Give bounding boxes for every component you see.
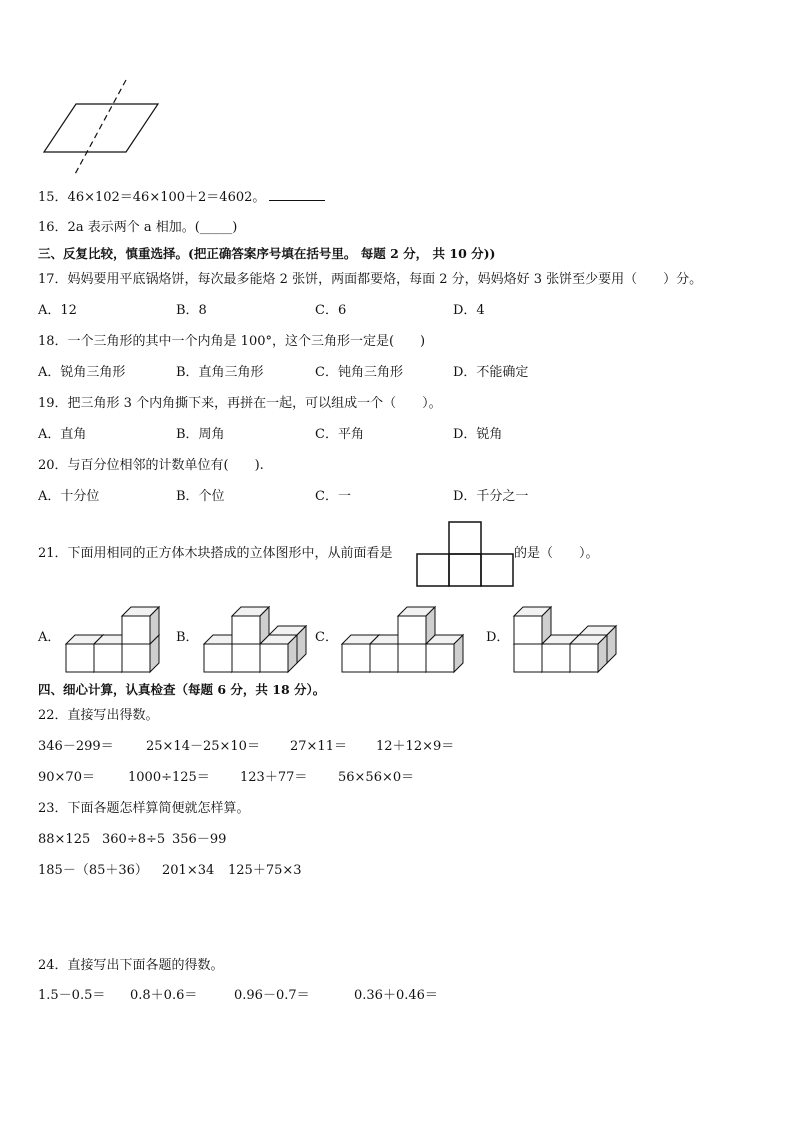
- q24-expr-4: 0.36＋0.46＝: [354, 988, 438, 1003]
- cube-block: [260, 635, 297, 672]
- q21-option-a-label[interactable]: A．: [38, 630, 61, 645]
- q24-expr-2: 0.8＋0.6＝: [130, 988, 198, 1003]
- question-15: [38, 188, 325, 207]
- parallelogram-figure: [40, 78, 165, 178]
- question-20: 20．与百分位相邻的计数单位有( ).: [38, 458, 264, 473]
- q19-option-d[interactable]: D．锐角: [453, 427, 503, 442]
- cube-block: [570, 635, 607, 672]
- question-16: 16．2a 表示两个 a 相加。(_____): [38, 220, 238, 235]
- front-view-figure: [416, 520, 516, 588]
- q19-option-b[interactable]: B．周角: [176, 427, 225, 442]
- q24-expr-1: 1.5－0.5＝: [38, 988, 106, 1003]
- answer-blank[interactable]: [269, 188, 325, 201]
- question-23: 23．下面各题怎样算简便就怎样算。: [38, 801, 250, 816]
- q21-option-a-figure[interactable]: [62, 596, 172, 676]
- cube-block: [398, 607, 435, 644]
- question-19: 19．把三角形 3 个内角撕下来，再拼在一起，可以组成一个（ ）。: [38, 396, 442, 411]
- section-3-heading: 三、反复比较，慎重选择。(把正确答案序号填在括号里。 每题 2 分， 共 10 分)): [38, 246, 496, 261]
- question-22: 22．直接写出得数。: [38, 708, 159, 723]
- q23-expr-6: 125＋75×3: [228, 863, 302, 878]
- q22-expr-6: 1000÷125＝: [128, 770, 210, 785]
- q19-option-c[interactable]: C．平角: [315, 427, 364, 442]
- q21-option-d-label[interactable]: D．: [486, 630, 510, 645]
- q20-option-b[interactable]: B．个位: [176, 489, 225, 504]
- q23-expr-2: 360÷8÷5: [102, 832, 166, 847]
- q23-expr-5: 201×34: [162, 863, 215, 878]
- cube-block: [122, 607, 159, 644]
- q22-expr-7: 123＋77＝: [240, 770, 308, 785]
- question-21-text-a: 21．下面用相同的正方体木块搭成的立体图形中，从前面看是: [38, 546, 393, 561]
- q18-option-b[interactable]: B．直角三角形: [176, 365, 264, 380]
- q17-option-d[interactable]: D．4: [453, 303, 485, 318]
- q18-option-c[interactable]: C．钝角三角形: [315, 365, 403, 380]
- q20-option-d[interactable]: D．千分之一: [453, 489, 529, 504]
- question-15-text: 15．46×102＝46×100＋2＝4602。: [38, 190, 266, 205]
- q19-option-a[interactable]: A．直角: [38, 427, 87, 442]
- q20-option-a[interactable]: A．十分位: [38, 489, 100, 504]
- q18-option-d[interactable]: D．不能确定: [453, 365, 529, 380]
- cube-block: [514, 607, 551, 644]
- q23-expr-4: 185－（85＋36）: [38, 863, 148, 878]
- q21-option-d-figure[interactable]: [510, 596, 620, 676]
- question-21-text-b: 的是（ ）。: [514, 546, 599, 561]
- cube-block: [232, 607, 269, 644]
- question-24: 24．直接写出下面各题的得数。: [38, 958, 224, 973]
- q17-option-a[interactable]: A．12: [38, 303, 77, 318]
- q22-expr-8: 56×56×0＝: [338, 770, 415, 785]
- q22-expr-2: 25×14－25×10＝: [146, 739, 260, 754]
- q21-option-c-figure[interactable]: [338, 596, 473, 676]
- cube-block: [426, 635, 463, 672]
- q21-option-b-figure[interactable]: [200, 596, 315, 676]
- q22-expr-5: 90×70＝: [38, 770, 95, 785]
- q23-expr-3: 356－99: [172, 832, 227, 847]
- question-17: 17．妈妈要用平底锅烙饼，每次最多能烙 2 张饼，两面都要烙，每面 2 分，妈妈烙好 3 张饼至少要用（ ）分。: [38, 272, 703, 287]
- q20-option-c[interactable]: C．一: [315, 489, 351, 504]
- q22-expr-4: 12＋12×9＝: [376, 739, 455, 754]
- q23-expr-1: 88×125: [38, 832, 91, 847]
- q22-expr-3: 27×11＝: [290, 739, 347, 754]
- q21-option-c-label[interactable]: C．: [315, 630, 338, 645]
- q24-expr-3: 0.96－0.7＝: [234, 988, 310, 1003]
- question-18: 18．一个三角形的其中一个内角是 100°，这个三角形一定是( ): [38, 334, 426, 349]
- q21-option-b-label[interactable]: B．: [176, 630, 199, 645]
- q22-expr-1: 346－299＝: [38, 739, 114, 754]
- section-4-heading: 四、细心计算，认真检查（每题 6 分，共 18 分）。: [38, 682, 326, 697]
- q18-option-a[interactable]: A．锐角三角形: [38, 365, 126, 380]
- q17-option-b[interactable]: B．8: [176, 303, 207, 318]
- q17-option-c[interactable]: C．6: [315, 303, 347, 318]
